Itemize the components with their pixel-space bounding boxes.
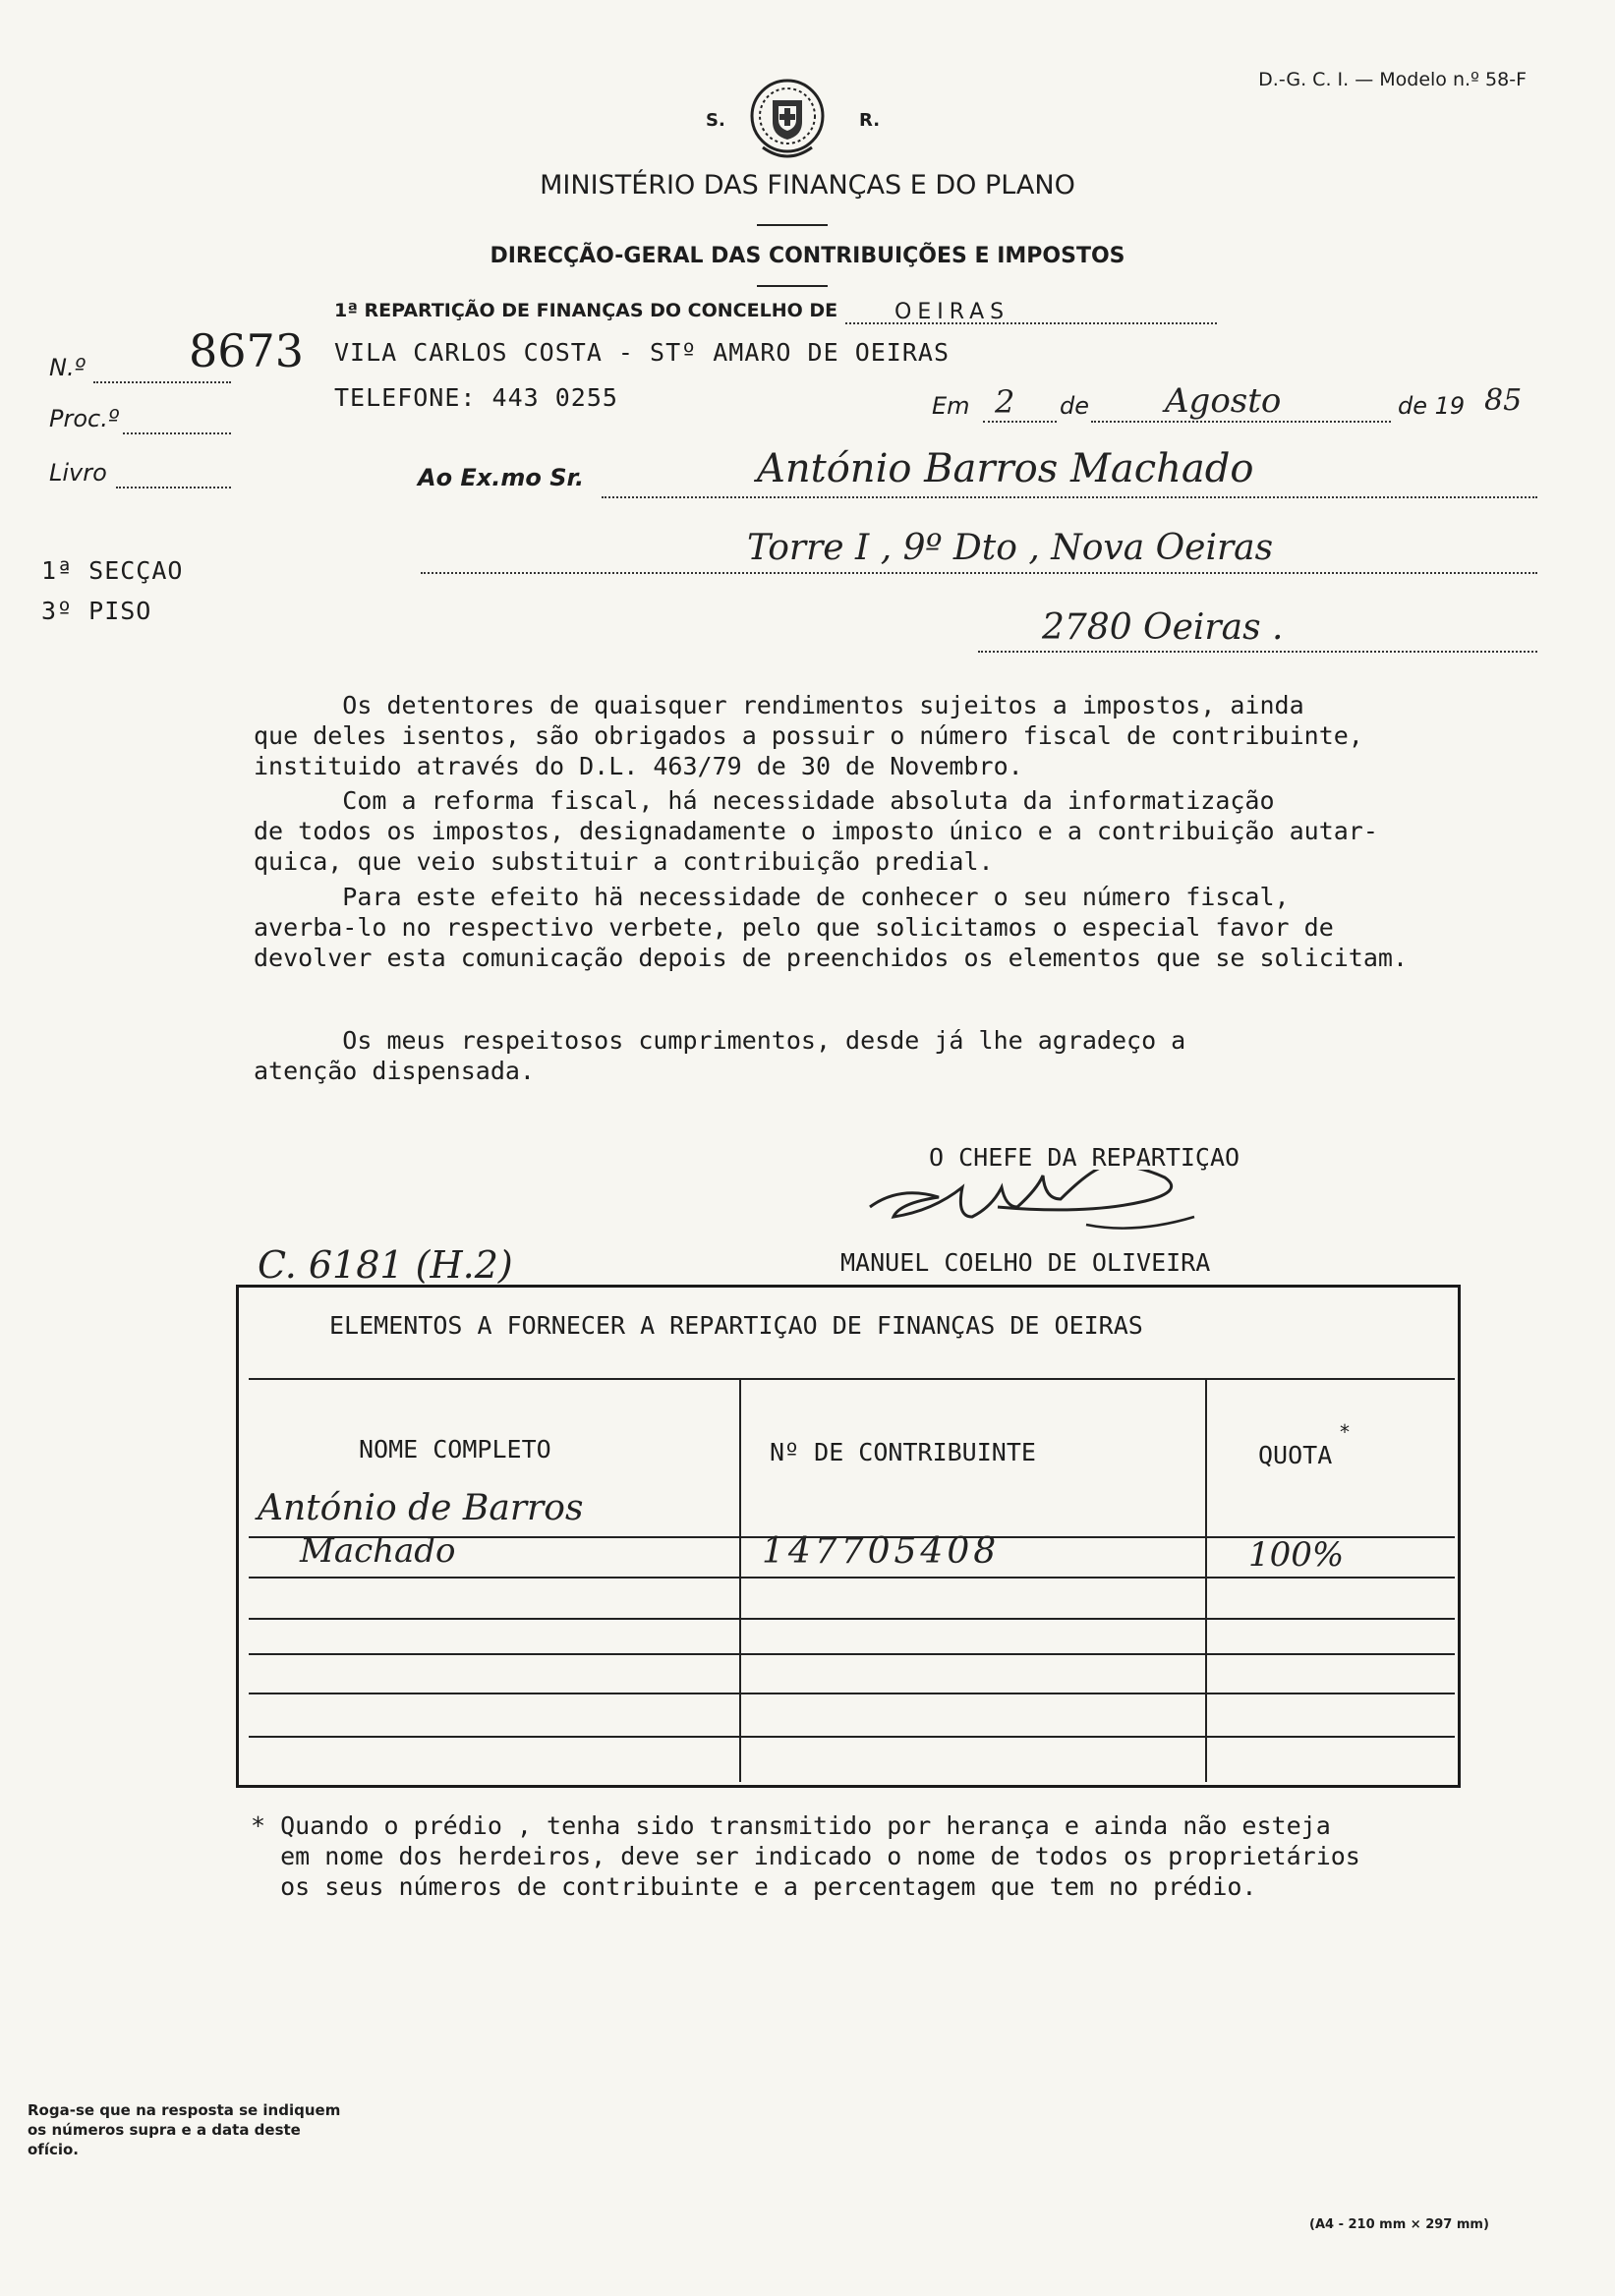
ministry-title: MINISTÉRIO DAS FINANÇAS E DO PLANO bbox=[540, 170, 1075, 201]
paragraph-1 bbox=[254, 690, 1363, 781]
recipient-address-line1: Torre I , 9º Dto , Nova Oeiras bbox=[747, 528, 1274, 568]
table-column-divider bbox=[739, 1378, 741, 1782]
row1-full-name-line1: António de Barros bbox=[258, 1488, 584, 1528]
table-row-line bbox=[249, 1577, 1455, 1578]
directorate-title: DIRECÇÃO-GERAL DAS CONTRIBUIÇÕES E IMPOSTOS bbox=[490, 244, 1125, 268]
book-dotline bbox=[116, 487, 231, 488]
section-label: 1ª SECÇAO bbox=[41, 556, 184, 585]
number-label: N.º bbox=[49, 354, 86, 381]
row1-quota: 100% bbox=[1248, 1535, 1345, 1575]
text-line: de todos os impostos, designadamente o imposto único e a contribuição autar- bbox=[254, 817, 1378, 845]
book-label: Livro bbox=[49, 459, 107, 487]
text-line: Os detentores de quaisquer rendimentos sujeitos a impostos, ainda bbox=[254, 691, 1304, 719]
table-title: ELEMENTOS A FORNECER A REPARTIÇAO DE FINANÇAS DE OEIRAS bbox=[329, 1311, 1143, 1340]
text-line: * Quando o prédio , tenha sido transmitido por herança e ainda não esteja bbox=[251, 1811, 1331, 1840]
date-de-label: de bbox=[1060, 392, 1089, 420]
row1-taxpayer-number: 147705408 bbox=[762, 1531, 1001, 1572]
table-rule bbox=[249, 1378, 1455, 1380]
table-row-line bbox=[249, 1653, 1455, 1655]
reference-code: C. 6181 (H.2) bbox=[258, 1243, 513, 1287]
floor-label: 3º PISO bbox=[41, 597, 152, 625]
text-line: quica, que veio substituir a contribuição predial. bbox=[254, 847, 994, 876]
number-dotline bbox=[93, 381, 231, 383]
signature-title: O CHEFE DA REPARTIÇAO bbox=[929, 1143, 1240, 1172]
table-row-line bbox=[249, 1618, 1455, 1620]
date-month-dotline bbox=[1091, 421, 1391, 423]
date-day-dotline bbox=[983, 421, 1057, 423]
paragraph-3 bbox=[254, 882, 1408, 973]
recipient-dotline bbox=[602, 496, 1537, 498]
text-line: devolver esta comunicação depois de preenchidos os elementos que se solicitam. bbox=[254, 944, 1408, 972]
table-column-divider bbox=[1205, 1378, 1207, 1782]
text-line: averba-lo no respectivo verbete, pelo que solicitamos o especial favor de bbox=[254, 913, 1334, 942]
divider bbox=[757, 224, 828, 226]
tax-office-label: 1ª REPARTIÇÃO DE FINANÇAS DO CONCELHO DE bbox=[334, 300, 838, 321]
table-row-line bbox=[249, 1693, 1455, 1694]
column-header-name: NOME COMPLETO bbox=[359, 1435, 551, 1464]
date-day: 2 bbox=[995, 383, 1015, 421]
paragraph-2 bbox=[254, 785, 1378, 877]
text-line: atenção dispensada. bbox=[254, 1057, 535, 1085]
signatory-name: MANUEL COELHO DE OLIVEIRA bbox=[840, 1248, 1211, 1277]
address-dotline-2 bbox=[978, 651, 1537, 653]
text-line: instituido através do D.L. 463/79 de 30 de Novembro. bbox=[254, 752, 1023, 780]
handwritten-signature bbox=[860, 1170, 1234, 1258]
quota-asterisk: * bbox=[1340, 1420, 1350, 1444]
divider bbox=[757, 285, 828, 287]
paragraph-4 bbox=[254, 1025, 1185, 1086]
date-year-label: de 19 bbox=[1398, 392, 1466, 420]
form-model-number: D.-G. C. I. — Modelo n.º 58-F bbox=[1258, 69, 1527, 90]
address-dotline-1 bbox=[421, 572, 1537, 574]
text-line: que deles isentos, são obrigados a possuir o número fiscal de contribuinte, bbox=[254, 721, 1363, 750]
date-year: 85 bbox=[1484, 383, 1523, 418]
paper-size-note: (A4 - 210 mm × 297 mm) bbox=[1309, 2217, 1489, 2232]
office-address: VILA CARLOS COSTA - STº AMARO DE OEIRAS bbox=[334, 338, 950, 367]
text-line: os seus números de contribuinte e a percentagem que tem no prédio. bbox=[251, 1872, 1257, 1901]
recipient-address-line2: 2780 Oeiras . bbox=[1042, 607, 1284, 648]
text-line: em nome dos herdeiros, deve ser indicado o nome de todos os proprietários bbox=[251, 1842, 1360, 1870]
text-line: Os meus respeitosos cumprimentos, desde já lhe agradeço a bbox=[254, 1026, 1186, 1055]
tax-office-value: OEIRAS bbox=[894, 300, 1010, 324]
recipient-label: Ao Ex.mo Sr. bbox=[418, 464, 585, 491]
column-header-taxpayer-number: Nº DE CONTRIBUINTE bbox=[770, 1438, 1036, 1466]
reply-instruction: Roga-se que na resposta se indiquem os números supra e a data deste ofício. bbox=[28, 2101, 341, 2158]
coat-of-arms-icon bbox=[743, 71, 832, 165]
process-label: Proc.º bbox=[49, 405, 120, 432]
seal-letter-r: R. bbox=[859, 110, 881, 131]
table-footnote bbox=[251, 1810, 1360, 1902]
recipient-name: António Barros Machado bbox=[757, 446, 1254, 491]
process-dotline bbox=[123, 432, 231, 434]
table-row-line bbox=[249, 1736, 1455, 1738]
text-line: Com a reforma fiscal, há necessidade absoluta da informatização bbox=[254, 786, 1275, 815]
seal-letter-s: S. bbox=[706, 110, 725, 131]
text-line: Para este efeito hä necessidade de conhecer o seu número fiscal, bbox=[254, 883, 1290, 911]
column-header-quota: QUOTA bbox=[1258, 1441, 1333, 1469]
date-em-label: Em bbox=[932, 392, 970, 420]
document-number: 8673 bbox=[189, 324, 305, 377]
office-phone: TELEFONE: 443 0255 bbox=[334, 383, 618, 412]
date-month: Agosto bbox=[1165, 381, 1282, 421]
row1-full-name-line2: Machado bbox=[300, 1531, 456, 1571]
